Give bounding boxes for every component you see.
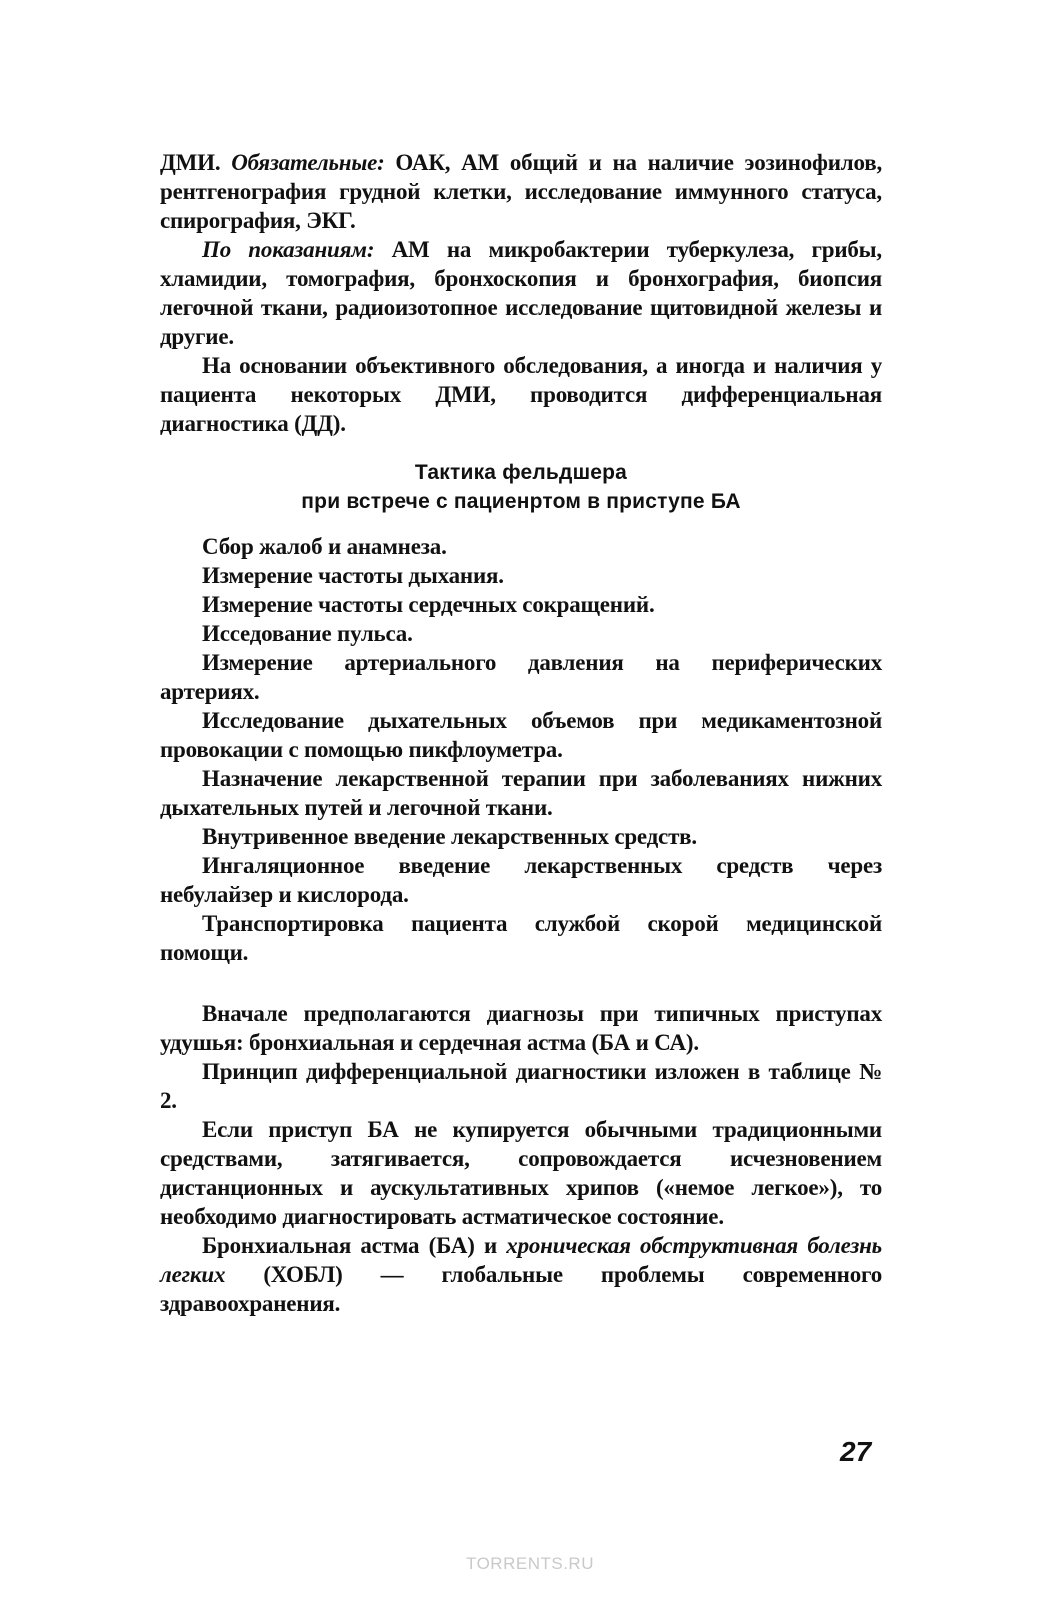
indications-paragraph [160,235,882,351]
tactics-list [160,532,882,967]
list-item: Внутривенное введение лекарственных средств. [202,824,697,849]
list-item: Транспортировка пациента службой скорой медицинской помощи. [160,911,882,965]
list-item: Измерение частоты дыхания. [202,563,504,588]
mandatory-text: ОАК, АМ общий и на наличие эозинофилов, рентгенография грудной клетки, исследование иммунного статуса, спирография, ЭКГ. [160,150,882,233]
page-number: 27 [840,1436,872,1467]
dmi-lead: ДМИ. [160,150,221,175]
dd-paragraph: На основании объективного обследования, а иногда и наличия у пациента некоторых ДМИ, проводится дифференциальная диагностика (ДД). [160,353,882,436]
list-item: Ингаляционное введение лекарственных средств через небулайзер и кислорода. [160,853,882,907]
indications-label: По показаниям: [202,237,375,262]
section-heading-line1: Тактика фельдшера [414,461,628,484]
watermark: TORRENTS.RU [466,1554,594,1573]
list-item: Сбор жалоб и анамнеза. [202,534,447,559]
section-heading [160,458,882,516]
book-page [160,148,882,1318]
mandatory-label: Обязательные: [231,150,385,175]
list-item: Измерение частоты сердечных сокращений. [202,592,655,617]
principle-paragraph: Принцип дифференциальной диагностики изложен в таблице № 2. [160,1059,882,1113]
list-item: Исследование дыхательных объемов при медикаментозной провокации с помощью пикфлоуметра. [160,708,882,762]
copd-italic: хроническая обструктивная болезнь легких [160,1233,882,1287]
list-item: Назначение лекарственной терапии при заболеваниях нижних дыхательных путей и легочной ткани. [160,766,882,820]
dmi-paragraph [160,148,882,235]
list-item: Измерение артериального давления на периферических артериях. [160,650,882,704]
copd-paragraph [160,1231,882,1318]
list-item: Исседование пульса. [202,621,413,646]
section-spacer [160,967,882,999]
typical-attacks-paragraph: Вначале предполагаются диагнозы при типичных приступах удушья: бронхиальная и сердечная астма (БА и СА). [160,1001,882,1055]
asthmatic-state-paragraph: Если приступ БА не купируется обычными традиционными средствами, затягивается, сопровождается исчезновением дистанционных и аускультативных хрипов («немое легкое»), то необходимо диагностировать астматическое состояние. [160,1117,882,1229]
copd-end: (ХОБЛ) — глобальные проблемы современного здравоохранения. [160,1262,882,1316]
copd-start: Бронхиальная астма (БА) и [202,1233,507,1258]
indications-text: АМ на микробактерии туберкулеза, грибы, хламидии, томография, бронхоскопия и бронхография, биопсия легочной ткани, радиоизотопное исследование щитовидной железы и другие. [160,237,882,349]
section-heading-line2: при встрече с пациенртом в приступе БА [301,490,741,513]
